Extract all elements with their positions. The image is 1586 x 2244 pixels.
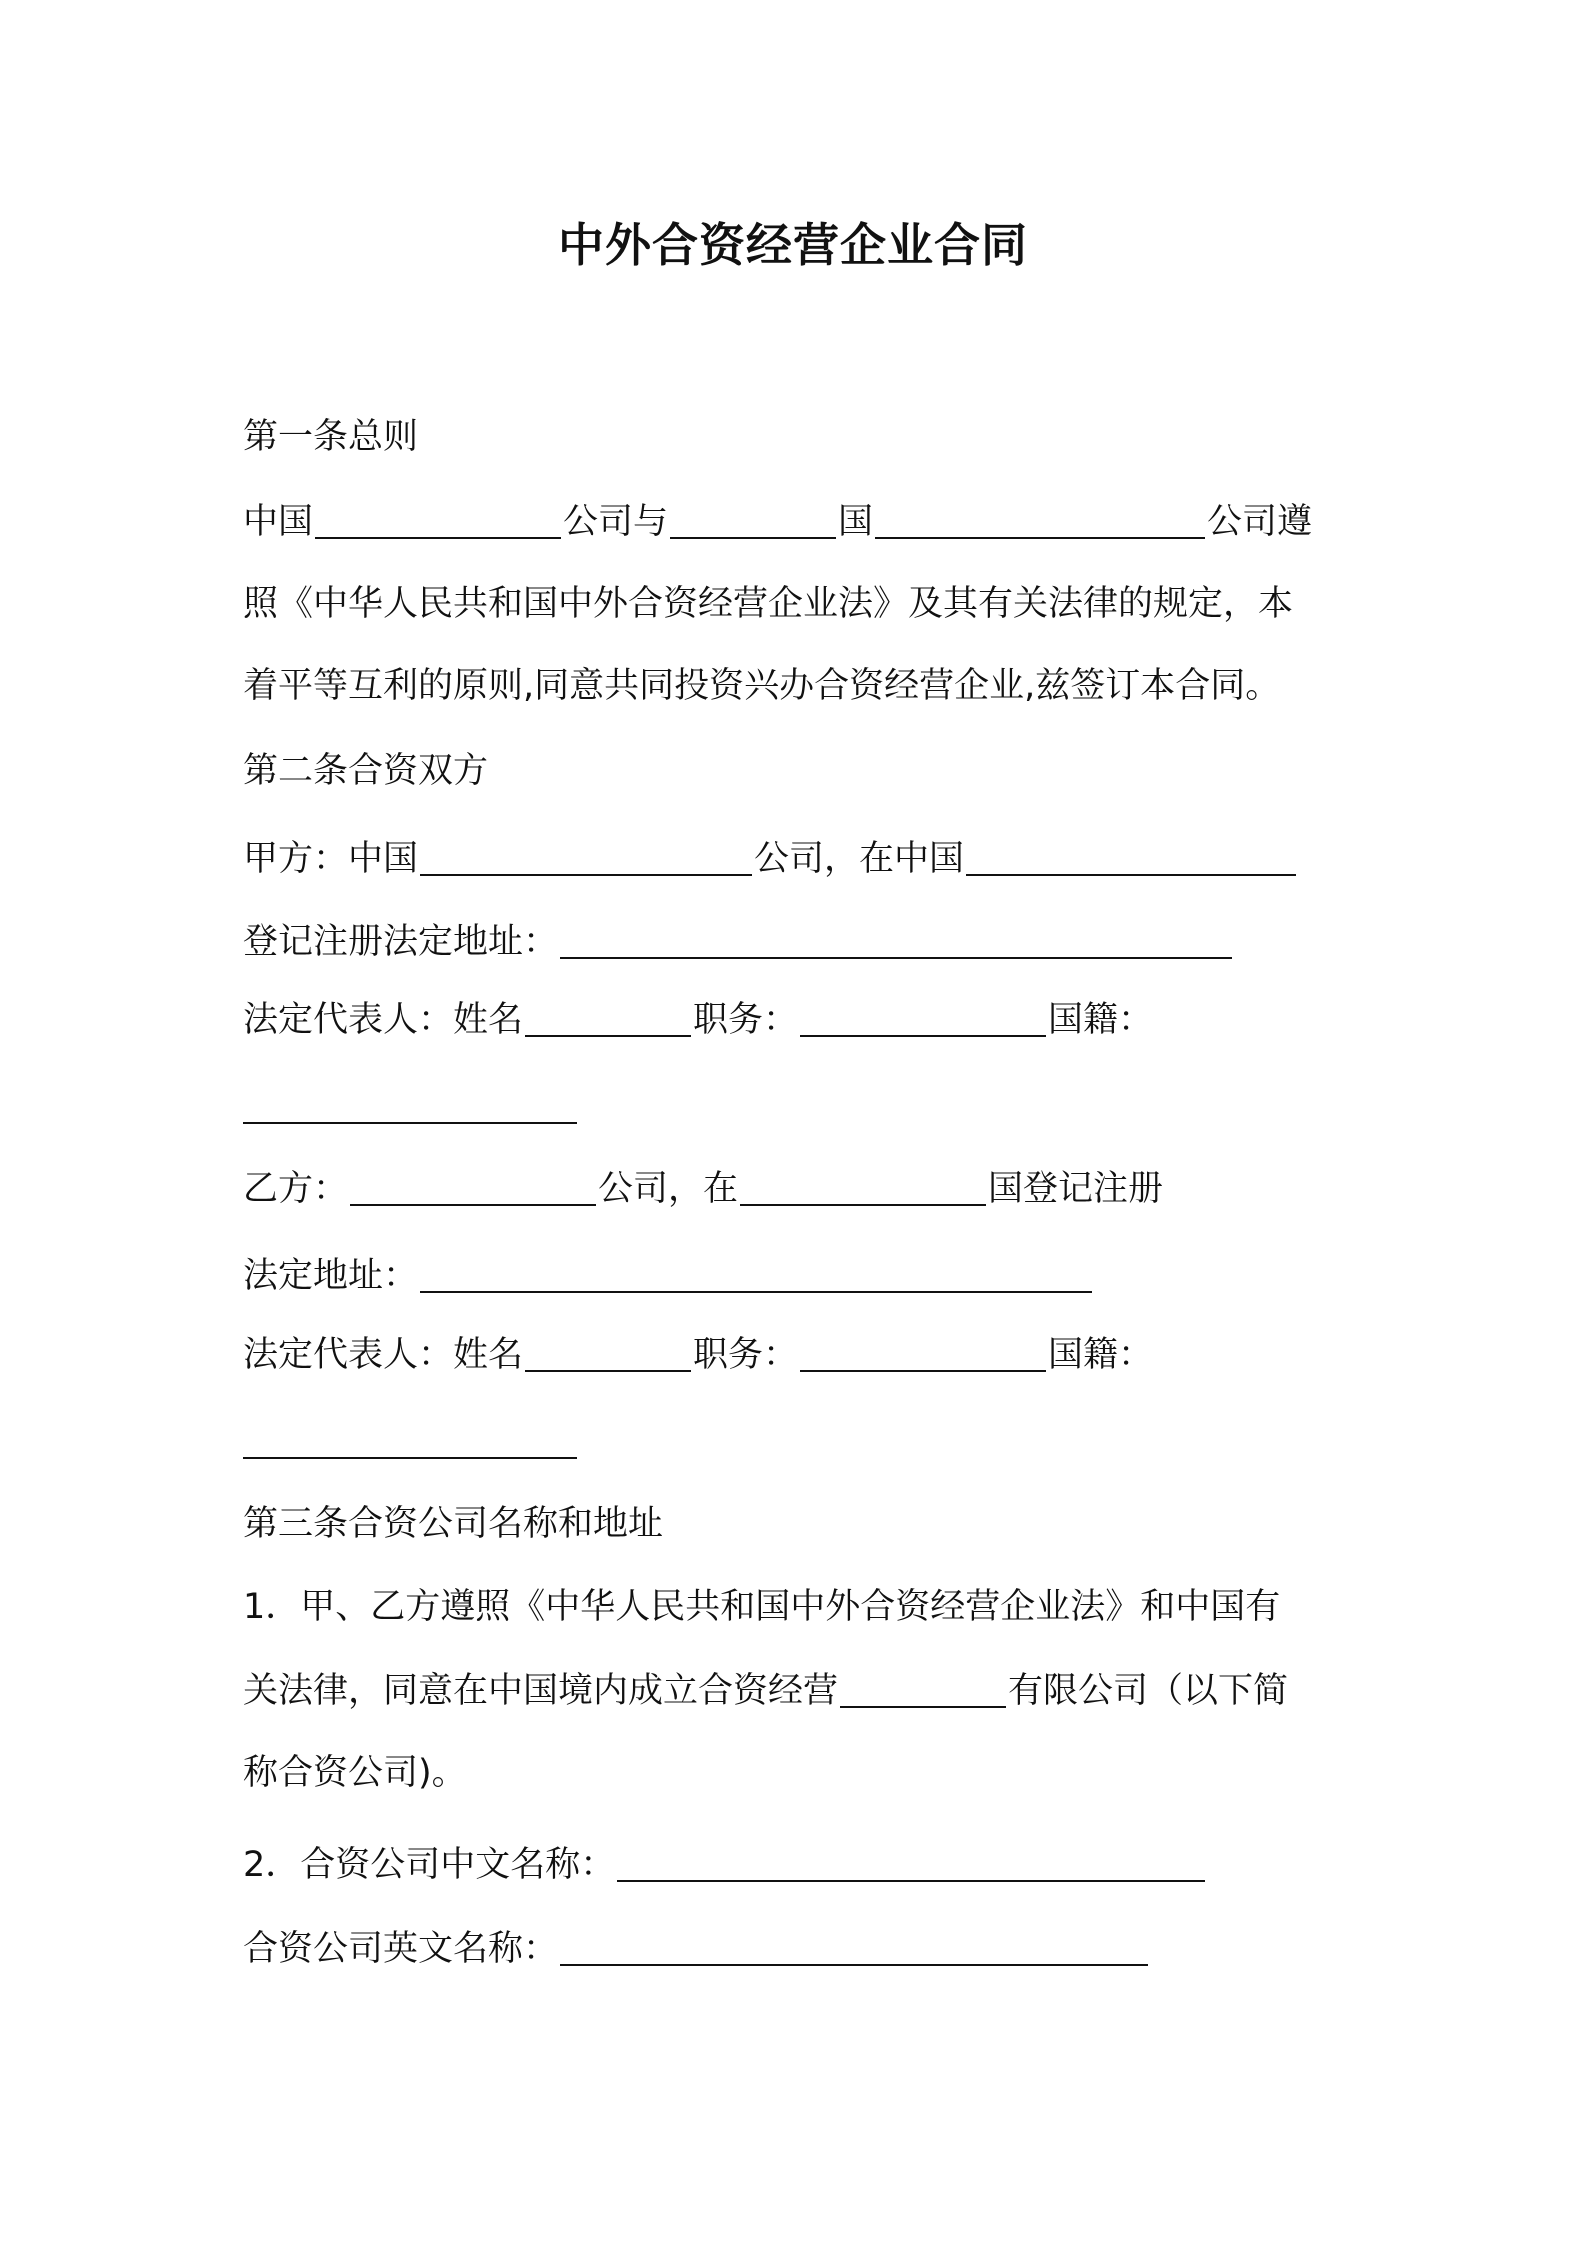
text-fragment: 法定代表人：姓名 bbox=[243, 1000, 524, 1040]
text-fragment: 法定地址： bbox=[243, 1256, 419, 1296]
article1-paragraph-line1 bbox=[243, 497, 1312, 546]
article1-paragraph-line2: 照《中华人民共和国中外合资经营企业法》及其有关法律的规定，本 bbox=[243, 584, 1294, 624]
article3-item1-line3: 称合资公司)。 bbox=[243, 1753, 467, 1793]
party-b-address-line bbox=[243, 1251, 1094, 1300]
article3-item1-line2 bbox=[243, 1666, 1288, 1715]
text-fragment: 甲方：中国 bbox=[243, 839, 419, 879]
blank-party-a-address[interactable] bbox=[560, 923, 1232, 959]
article1-heading: 第一条总则 bbox=[243, 417, 419, 457]
blank-jv-company-name[interactable] bbox=[840, 1672, 1006, 1708]
party-b-nationality-line bbox=[243, 1417, 579, 1466]
text-fragment: 合资公司英文名称： bbox=[243, 1929, 559, 1969]
article3-heading: 第三条合资公司名称和地址 bbox=[243, 1504, 664, 1544]
party-a-nationality-line bbox=[243, 1082, 579, 1131]
blank-party-b-country[interactable] bbox=[740, 1170, 986, 1206]
blank-china-company-name[interactable] bbox=[315, 503, 561, 539]
blank-jv-english-name[interactable] bbox=[560, 1930, 1148, 1966]
blank-party-a-rep-position[interactable] bbox=[800, 1001, 1046, 1037]
blank-jv-chinese-name[interactable] bbox=[617, 1846, 1205, 1882]
blank-party-a-rep-nationality[interactable] bbox=[243, 1088, 577, 1124]
blank-party-b-company[interactable] bbox=[350, 1170, 596, 1206]
text-fragment: 2．合资公司中文名称： bbox=[243, 1845, 616, 1885]
party-b-representative-line bbox=[243, 1330, 1153, 1379]
party-b-line bbox=[243, 1164, 1163, 1213]
text-fragment: 登记注册法定地址： bbox=[243, 922, 559, 962]
article3-item2-english-name-line bbox=[243, 1924, 1150, 1973]
article3-item2-chinese-name-line bbox=[243, 1840, 1207, 1889]
article2-heading: 第二条合资双方 bbox=[243, 751, 489, 791]
blank-party-b-rep-nationality[interactable] bbox=[243, 1423, 577, 1459]
text-fragment: 国 bbox=[838, 502, 874, 542]
text-fragment: 中国 bbox=[243, 502, 314, 542]
text-fragment: 关法律，同意在中国境内成立合资经营 bbox=[243, 1671, 839, 1711]
text-fragment: 有限公司（以下简 bbox=[1008, 1671, 1289, 1711]
blank-party-a-rep-name[interactable] bbox=[525, 1001, 691, 1037]
blank-party-a-company[interactable] bbox=[420, 840, 752, 876]
article1-paragraph-line3: 着平等互利的原则,同意共同投资兴办合资经营企业,兹签订本合同。 bbox=[243, 666, 1281, 706]
text-fragment: 公司，在 bbox=[598, 1169, 739, 1209]
party-a-address-line bbox=[243, 917, 1234, 966]
text-fragment: 国登记注册 bbox=[988, 1169, 1164, 1209]
text-fragment: 国籍： bbox=[1048, 1335, 1154, 1375]
text-fragment: 职务： bbox=[693, 1000, 799, 1040]
text-fragment: 法定代表人：姓名 bbox=[243, 1335, 524, 1375]
text-fragment: 国籍： bbox=[1048, 1000, 1154, 1040]
article3-item1-line1: 1．甲、乙方遵照《中华人民共和国中外合资经营企业法》和中国有 bbox=[243, 1587, 1281, 1627]
blank-party-b-address[interactable] bbox=[420, 1257, 1092, 1293]
blank-party-b-rep-name[interactable] bbox=[525, 1336, 691, 1372]
text-fragment: 职务： bbox=[693, 1335, 799, 1375]
blank-party-a-location[interactable] bbox=[966, 840, 1296, 876]
blank-foreign-company-name[interactable] bbox=[875, 503, 1205, 539]
blank-party-b-rep-position[interactable] bbox=[800, 1336, 1046, 1372]
text-fragment: 公司与 bbox=[563, 502, 669, 542]
text-fragment: 乙方： bbox=[243, 1169, 349, 1209]
party-a-line bbox=[243, 834, 1298, 883]
text-fragment: 公司遵 bbox=[1207, 502, 1313, 542]
text-fragment: 公司，在中国 bbox=[754, 839, 965, 879]
document-title: 中外合资经营企业合同 bbox=[558, 218, 1028, 272]
blank-foreign-country[interactable] bbox=[670, 503, 836, 539]
party-a-representative-line bbox=[243, 995, 1153, 1044]
